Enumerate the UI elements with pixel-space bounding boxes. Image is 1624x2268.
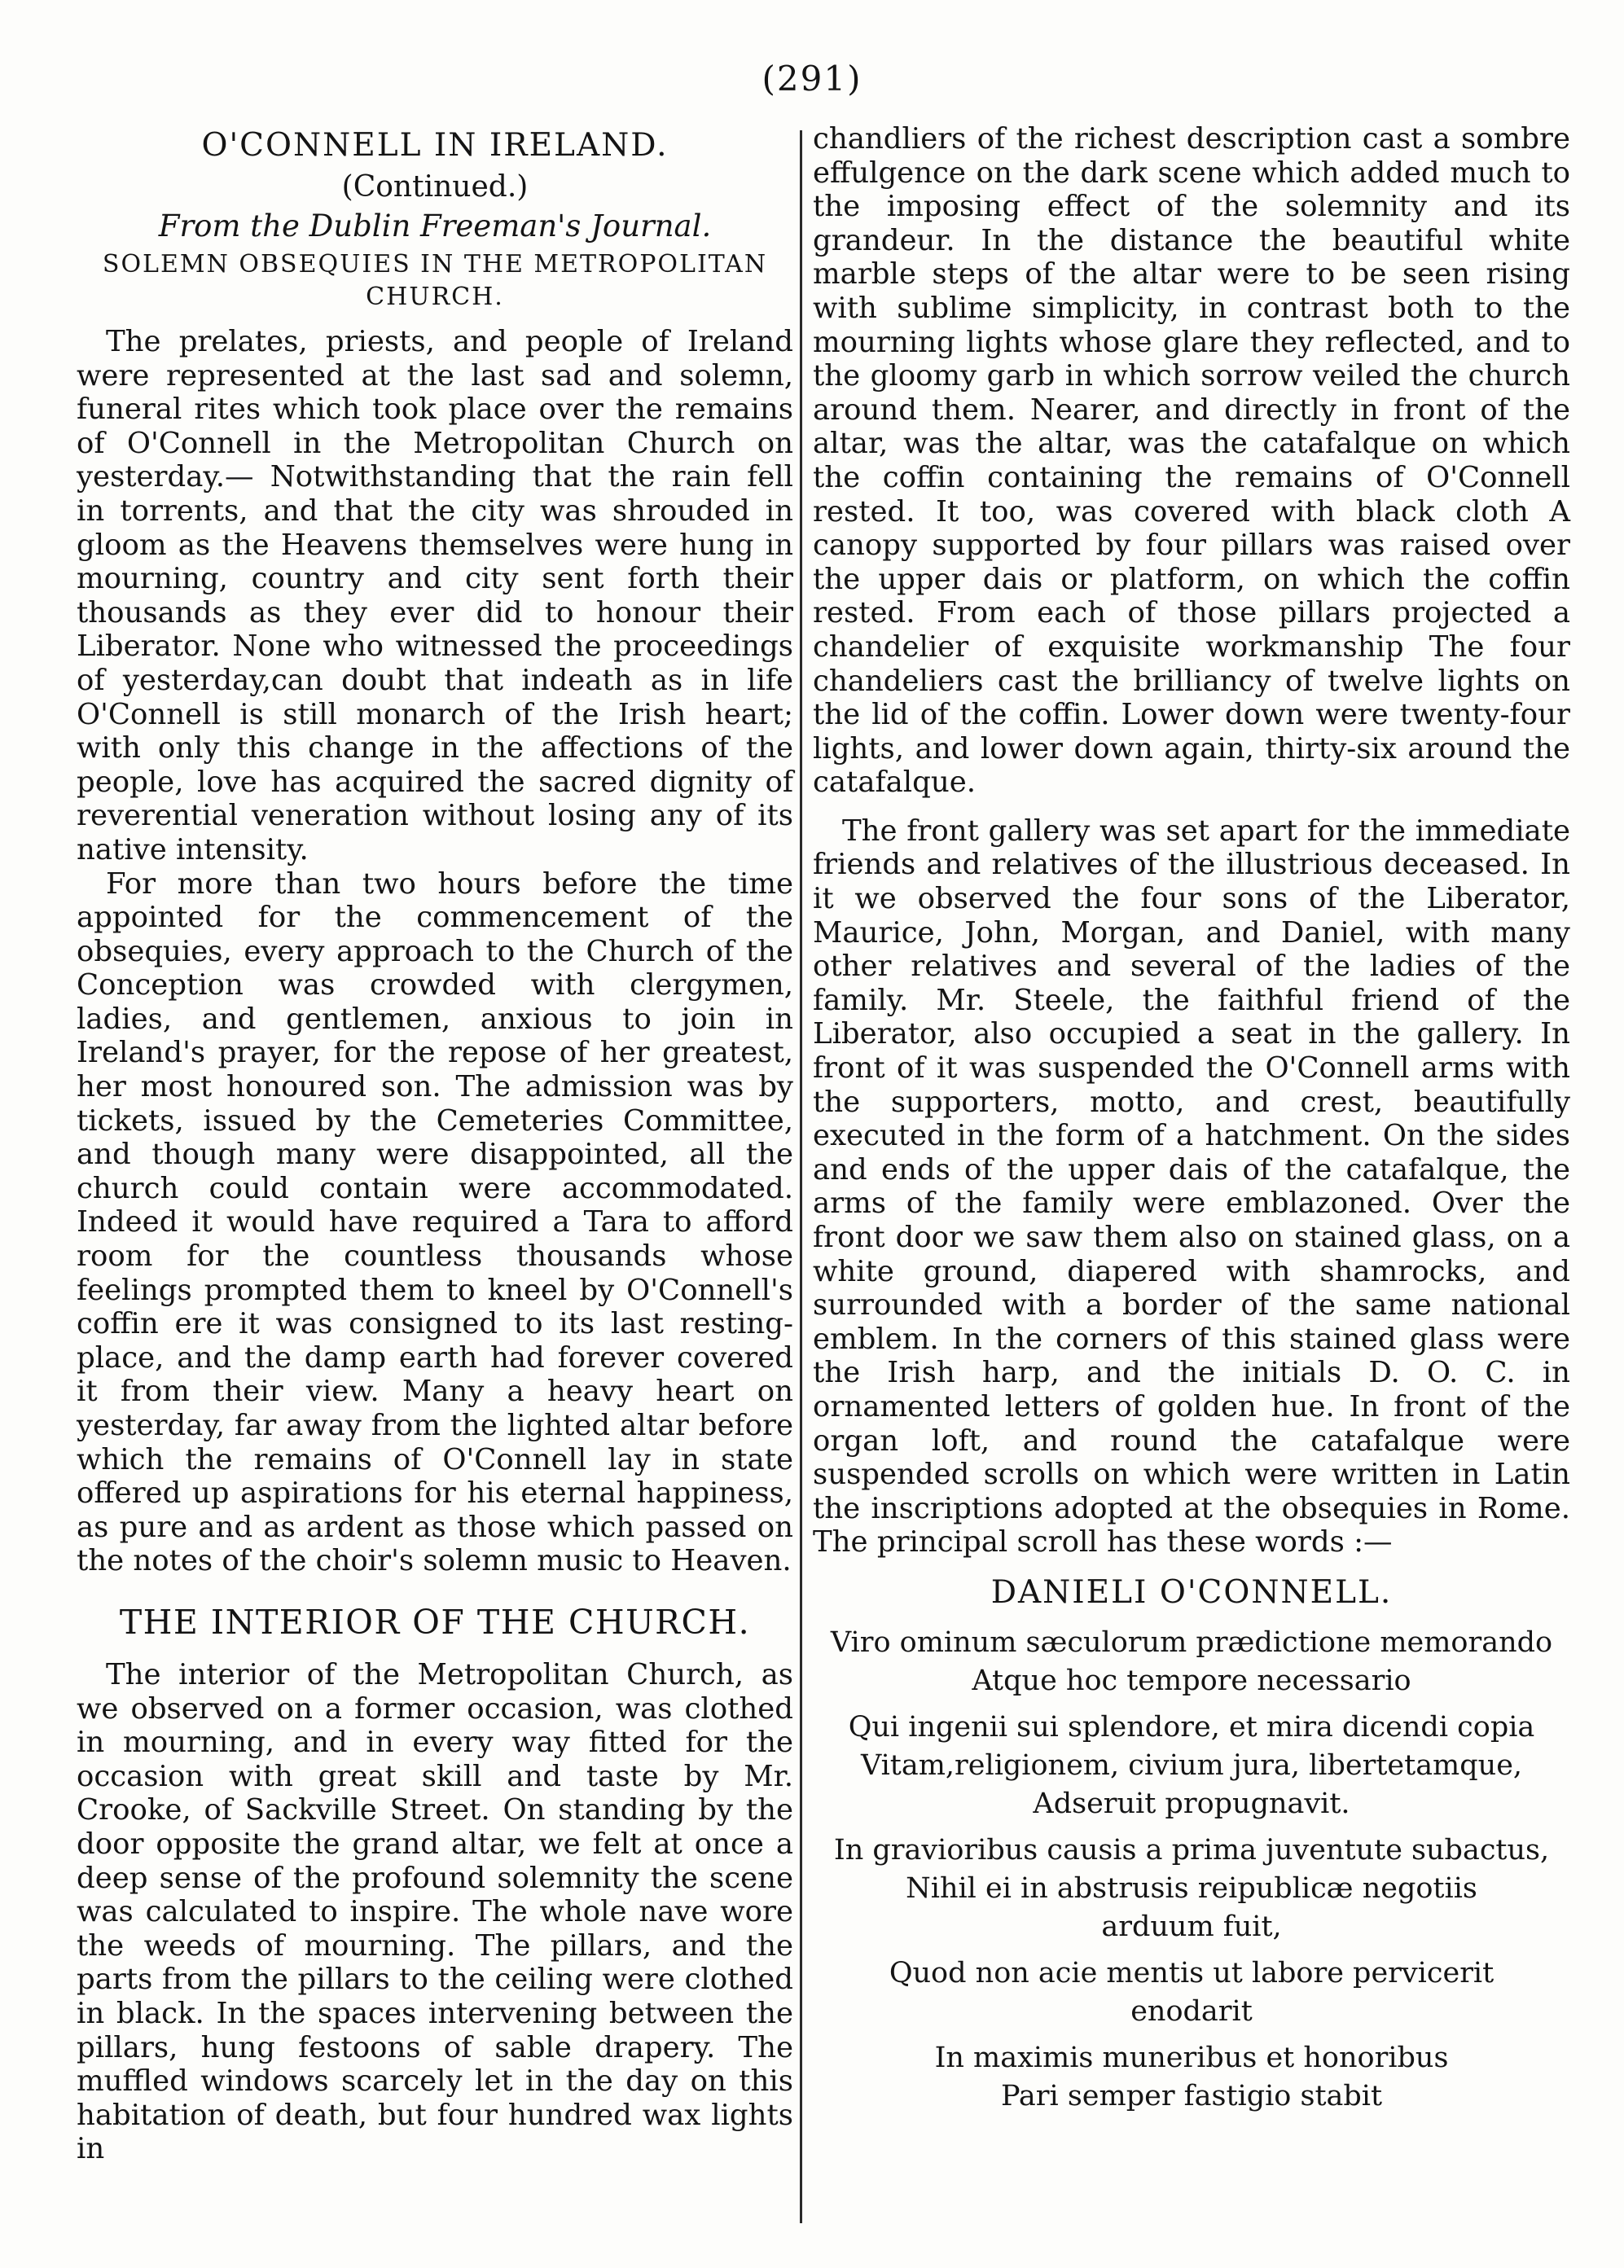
right-column (813, 122, 1570, 2116)
article-title: O'CONNELL IN IRELAND. (201, 127, 669, 164)
spacer (813, 800, 1570, 814)
inscription-line: Vitam,religionem, civium jura, libertetamque, (860, 1748, 1523, 1782)
inscription-line: Viro ominum sæculorum prædictione memorando (830, 1625, 1553, 1659)
inscription-line: Qui ingenii sui splendore, et mira dicendi copia (848, 1710, 1535, 1744)
inscription-line: Atque hoc tempore necessario (972, 1664, 1411, 1697)
source-line: From the Dublin Freeman's Journal. (158, 208, 712, 243)
inscription-line: Nihil ei in abstrusis reipublicæ negotiis (906, 1871, 1477, 1905)
column-divider (800, 130, 802, 2223)
continued-label: (Continued.) (341, 170, 529, 204)
section-heading: THE INTERIOR OF THE CHURCH. (119, 1602, 751, 1642)
inscription-line: arduum fuit, (1101, 1910, 1282, 1943)
inscription-line: Pari semper fastigio stabit (1000, 2079, 1383, 2112)
article-subtitle: SOLEMN OBSEQUIES IN THE METROPOLITAN CHURCH. (102, 250, 768, 311)
paragraph: The front gallery was set apart for the immediate friends and relatives of the illustrious deceased. In it we observed the four sons of the Liberator, Maurice, John, Morgan, and Daniel, with many other relatives and several of the ladies of the family. Mr. Steele, the faithful friend of the Liberator, also occupied a seat in the gallery. In front of it was suspended the O'Connell arms with the supporters, motto, and crest, beautifully executed in the form of a hatchment. On the sides and ends of the upper dais of the catafalque, the arms of the family were emblazoned. Over the front door we saw them also on stained glass, on a white ground, diapered with shamrocks, and surrounded with a border of the same national emblem. In the corners of this stained glass were the Irish harp, and the initials D. O. C. in ornamented letters of golden hue. In front of the organ loft, and round the catafalque were suspended scrolls on which were written in Latin the inscriptions adopted at the obsequies in Rome. The principal scroll has these words :— (813, 814, 1570, 1560)
inscription-line: In gravioribus causis a prima juventute subactus, (833, 1833, 1550, 1867)
inscription-line: Quod non acie mentis ut labore pervicerit (889, 1956, 1495, 1989)
inscription-line: Adseruit propugnavit. (1033, 1787, 1350, 1820)
paragraph: For more than two hours before the time appointed for the commencement of the obsequies, every approach to the Church of the Conception was crowded with clergymen, ladies, and gentlemen, anxious to join in Ireland's prayer, for the repose of her greatest, her most honoured son. The admission was by tickets, issued by the Cemeteries Committee, and though many were disappointed, all the church could contain were accommodated. Indeed it would have required a Tara to afford room for the countless thousands whose feelings prompted them to kneel by O'Connell's coffin ere it was consigned to its last resting-place, and the damp earth had forever covered it from their view. Many a heavy heart on yesterday, far away from the lighted altar before which the remains of O'Connell lay in state offered up aspirations for his eternal happiness, as pure and as ardent as those which passed on the notes of the choir's solemn music to Heaven. (77, 866, 793, 1578)
paragraph: The interior of the Metropolitan Church, as we observed on a former occasion, was clothed in mourning, and in every way fitted for the occasion with great skill and taste by Mr. Crooke, of Sackville Street. On standing by the door opposite the grand altar, we felt at once a deep sense of the profound solemnity the scene was calculated to inspire. The whole nave wore the weeds of mourning. The pillars, and the parts from the pillars to the ceiling were clothed in black. In the spaces intervening between the pillars, hung festoons of sable drapery. The muffled windows scarcely let in the day on this habitation of death, but four hundred wax lights in (77, 1657, 793, 2166)
inscription-line: enodarit (1130, 1994, 1253, 2028)
inscription-title: DANIELI O'CONNELL. (990, 1573, 1393, 1611)
paragraph: chandliers of the richest description cast a sombre effulgence on the dark scene which added much to the imposing effect of the solemnity and its grandeur. In the distance the beautiful white marble steps of the altar were to be seen rising with sublime simplicity, in contrast both to the mourning lights whose glare they reflected, and to the gloomy garb in which sorrow veiled the church around them. Nearer, and directly in front of the altar, was the altar, was the catafalque on which the coffin containing the remains of O'Connell rested. It too, was covered with black cloth A canopy supported by four pillars was raised over the upper dais or platform, on which the coffin rested. From each of those pillars projected a chandelier of exquisite workmanship The four chandeliers cast the brilliancy of twelve lights on the lid of the coffin. Lower down were twenty-four lights, and lower down again, thirty-six around the catafalque. (813, 122, 1570, 800)
inscription-line: In maximis muneribus et honoribus (934, 2041, 1449, 2074)
page-number: (291) (762, 59, 862, 99)
paragraph: The prelates, priests, and people of Ireland were represented at the last sad and solemn, funeral rites which took place over the remains of O'Connell in the Metropolitan Church on yesterday.— Notwithstanding that the rain fell in torrents, and that the city was shrouded in gloom as the Heavens themselves were hung in mourning, country and city sent forth their thousands as they ever did to honour their Liberator. None who witnessed the proceedings of yesterday,can doubt that indeath as in life O'Connell is still monarch of the Irish heart; with only this change in the affections of the people, love has acquired the sacred dignity of reverential veneration without losing any of its native intensity. (77, 325, 793, 866)
left-column (77, 122, 793, 2166)
